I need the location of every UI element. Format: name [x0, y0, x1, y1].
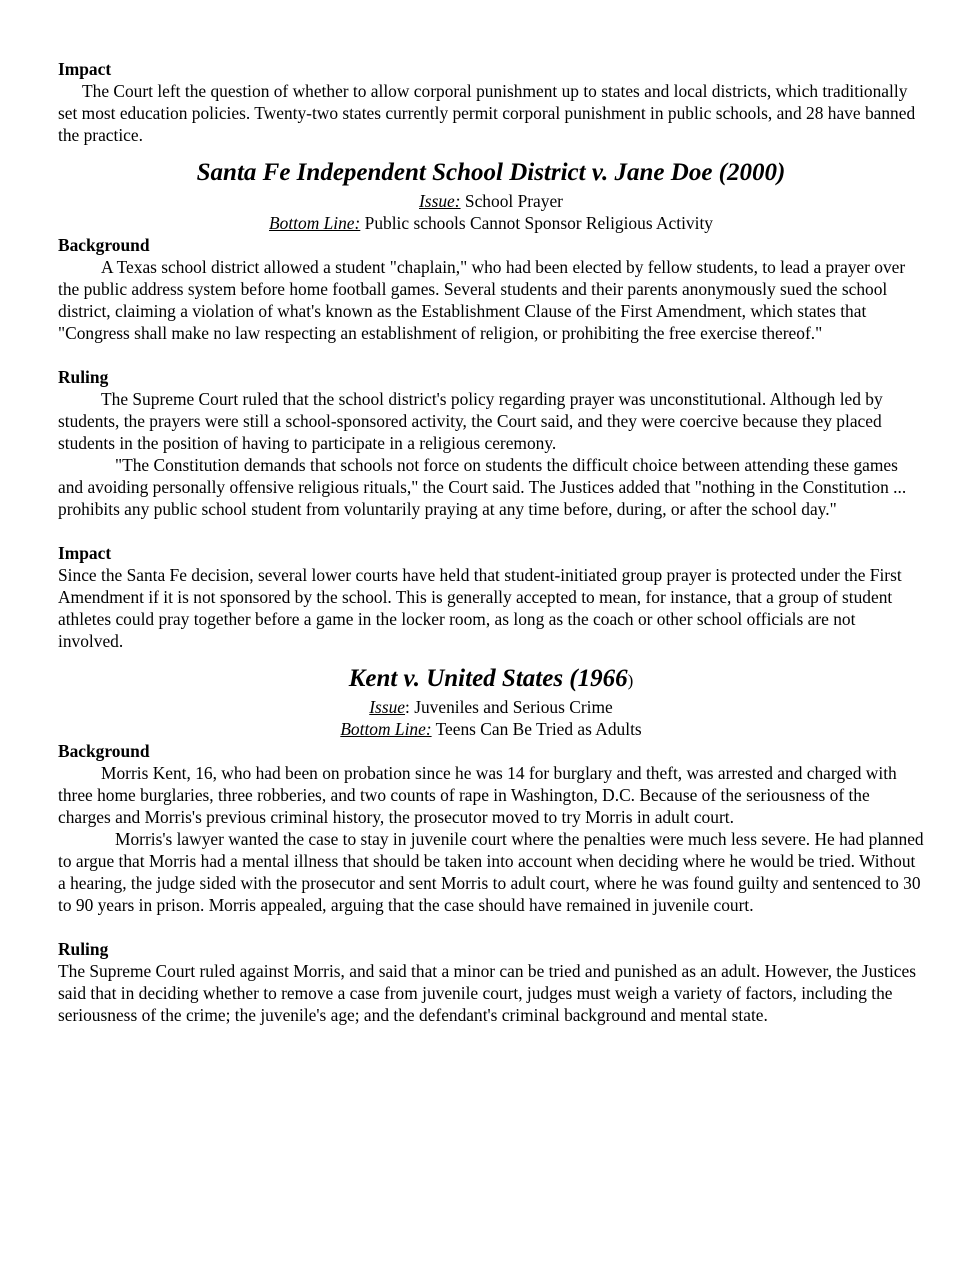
case-title	[58, 664, 924, 696]
section-heading-ruling: Ruling	[58, 367, 109, 387]
case-issue	[58, 190, 924, 212]
case-title-suffix: )	[627, 671, 634, 690]
document-page	[58, 58, 924, 1026]
ruling-paragraph: The Supreme Court ruled that the school district's policy regarding prayer was unconstitutional. Although led by students, the prayers were still a school-sponsored activity, the Court said, and they were coercive because they placed students in the position of having to participate in a religious ceremony.	[58, 389, 883, 453]
bottom-line-label: Bottom Line:	[269, 213, 361, 233]
background-paragraph: A Texas school district allowed a student "chaplain," who had been elected by fellow students, to lead a prayer over the public address system before home football games. Several students and their parents anonymously sued the school district, claiming a violation of what's known as the Establishment Clause of the First Amendment, which states that "Congress shall make no law respecting an establishment of religion, or prohibiting the free exercise thereof."	[58, 257, 906, 343]
spacer	[58, 520, 924, 542]
bottom-line-value: Teens Can Be Tried as Adults	[431, 719, 642, 739]
case-issue	[58, 696, 924, 718]
intro-impact-section	[58, 58, 924, 146]
issue-label: Issue	[369, 697, 406, 717]
case-title-text: Santa Fe Independent School District v. Jane Doe (2000)	[196, 159, 786, 186]
impact-paragraph: Since the Santa Fe decision, several lower courts have held that student-initiated group prayer is protected under the First Amendment if it is not sponsored by the school. This is generally accepted to mean, for instance, that a group of student athletes could pray together before a game in the locker room, as long as the coach or other school officials are not involved.	[58, 565, 902, 651]
ruling-paragraph: The Supreme Court ruled against Morris, and said that a minor can be tried and punished as an adult. However, the Justices said that in deciding whether to remove a case from juvenile court, judges must weigh a variety of factors, including the seriousness of the crime; the juvenile's age; and the defendant's criminal background and mental state.	[58, 961, 916, 1025]
bottom-line-value: Public schools Cannot Sponsor Religious Activity	[360, 213, 713, 233]
section-heading-ruling: Ruling	[58, 939, 109, 959]
spacer	[58, 916, 924, 938]
background-paragraph: Morris Kent, 16, who had been on probation since he was 14 for burglary and theft, was arrested and charged with three home burglaries, three robberies, and two counts of rape in Washington, D.C. Because of the seriousness of the charges and Morris's previous criminal history, the prosecutor moved to try Morris in adult court.	[58, 763, 897, 827]
impact-paragraph: The Court left the question of whether to allow corporal punishment up to states and local districts, which traditionally set most education policies. Twenty-two states currently permit corporal punishment in public schools, and 28 have banned the practice.	[58, 81, 916, 145]
section-heading-background: Background	[58, 235, 150, 255]
background-paragraph: Morris's lawyer wanted the case to stay in juvenile court where the penalties were much less severe. He had planned to argue that Morris had a mental illness that should be taken into account when deciding where he would be tried. Without a hearing, the judge sided with the prosecutor and sent Morris to adult court, where he was found guilty and sentenced to 30 to 90 years in prison. Morris appealed, arguing that the case should have remained in juvenile court.	[58, 829, 924, 915]
case-bottom-line	[58, 718, 924, 740]
spacer	[58, 344, 924, 366]
case-title-text: Kent v. United States (1966	[348, 665, 628, 692]
issue-label: Issue:	[419, 191, 461, 211]
issue-value: : Juveniles and Serious Crime	[405, 697, 613, 717]
ruling-paragraph: "The Constitution demands that schools not force on students the difficult choice between attending these games and avoiding personally offensive religious rituals," the Court said. The Justices added that "nothing in the Constitution ... prohibits any public school student from voluntarily praying at any time before, during, or after the school day."	[58, 455, 907, 519]
case-kent	[58, 664, 924, 1026]
case-title	[58, 158, 924, 190]
section-heading-impact: Impact	[58, 543, 112, 563]
case-santa-fe	[58, 158, 924, 652]
issue-value: School Prayer	[460, 191, 563, 211]
case-bottom-line	[58, 212, 924, 234]
section-heading-impact: Impact	[58, 59, 112, 79]
bottom-line-label: Bottom Line:	[340, 719, 432, 739]
section-heading-background: Background	[58, 741, 150, 761]
